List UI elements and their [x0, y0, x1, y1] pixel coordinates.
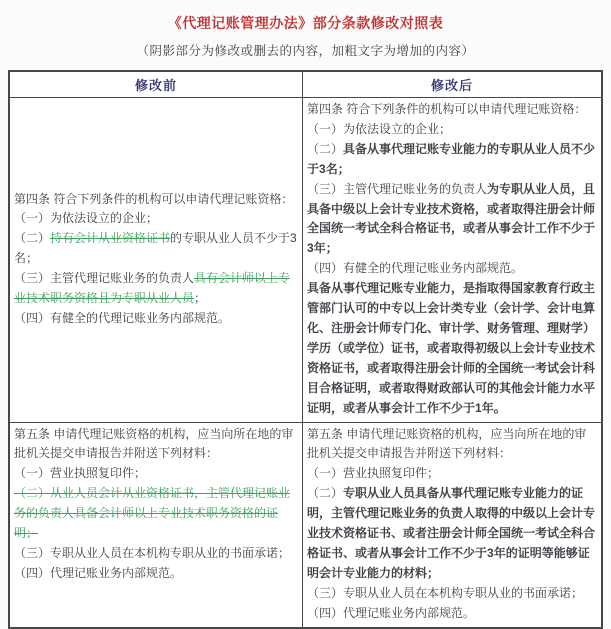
- text-segment: 的专职从业人员不少于3名；: [14, 231, 297, 266]
- text-segment: 第五条 申请代理记账资格的机构，应当向所在地的审批机关提交申请报告并附送下列材料：: [307, 426, 587, 461]
- paragraph: [307, 464, 598, 484]
- paragraph: [307, 425, 598, 465]
- paragraph: [307, 120, 598, 140]
- text-segment: （三）专职从业人员在本机构专职从业的书面承诺；: [307, 585, 584, 600]
- paragraph: [14, 564, 299, 584]
- paragraph: [14, 209, 299, 229]
- table-row-article-5: [9, 422, 602, 628]
- paragraph: [307, 100, 598, 120]
- paragraph: [307, 604, 598, 624]
- deleted-text: 具有会计师以上专业技术职务资格且为专职从业人员: [14, 271, 291, 306]
- text-segment: （一）营业执照复印件；: [307, 466, 440, 481]
- added-text: 具备从事代理记账专业能力的专职从业人员不少于3名；: [307, 141, 596, 176]
- text-segment: （四）有健全的代理记账业务内部规范。: [14, 311, 231, 326]
- paragraph: [14, 229, 299, 269]
- text-segment: 第四条 符合下列条件的机构可以申请代理记账资格：: [14, 191, 294, 206]
- paragraph: [14, 544, 299, 564]
- added-text: 具备从事代理记账专业能力，是指取得国家教育行政主管部门认可的中专以上会计类专业（会计学、会计电算化、注册会计师专门化、审计学、财务管理、理财学）学历（或学位）证书，或者取得初级以上会计专业技术资格证书，或者取得注册会计师的全国统一考试会计科目合格证明，或者取得财政部认可的其他会计能力水平证明，或者从事会计工作不少于1年。: [307, 281, 596, 415]
- paragraph: [14, 425, 299, 465]
- text-segment: （三）主管代理记账业务的负责人: [307, 181, 488, 196]
- deleted-text: （二）从业人员会计从业资格证书，主管代理记账业务的负责人具备会计师以上专业技术职务资格的证明；: [14, 486, 291, 541]
- added-text: 为专职从业人员，且具备中级以上会计专业技术资格，或者取得注册会计师全国统一考试全科合格证书，或者从事会计工作不少于3年；: [307, 181, 596, 256]
- text-segment: 第五条 申请代理记账资格的机构，应当向所在地的审批机关提交申请报告并附送下列材料：: [14, 426, 294, 461]
- column-header-after: 修改后: [303, 71, 602, 98]
- table-row-article-4: [9, 98, 602, 423]
- paragraph: [307, 279, 598, 418]
- text-segment: ；: [194, 291, 207, 306]
- paragraph: [307, 484, 598, 584]
- deleted-text: 持有会计从业资格证书: [50, 231, 171, 246]
- paragraph: [14, 190, 299, 210]
- page-title: 《代理记账管理办法》部分条款修改对照表: [167, 15, 444, 31]
- text-segment: 第四条 符合下列条件的机构可以申请代理记账资格：: [307, 102, 587, 116]
- text-segment: （四）代理记账业务内部规范。: [307, 605, 476, 620]
- text-segment: （一）为依法设立的企业；: [307, 121, 452, 136]
- paragraph: [14, 309, 299, 329]
- text-segment: （二）: [307, 141, 344, 156]
- paragraph: [14, 269, 299, 309]
- paragraph: [307, 180, 598, 260]
- paragraph: [307, 259, 598, 279]
- text-segment: （四）代理记账业务内部规范。: [14, 565, 183, 580]
- text-segment: （三）主管代理记账业务的负责人: [14, 271, 195, 286]
- paragraph: [307, 584, 598, 604]
- paragraph: [14, 464, 299, 484]
- added-text: 专职从业人员具备从事代理记账专业能力的证明，主管代理记账业务的负责人取得的中级以上会计专业技术资格证书、或者注册会计师全国统一考试全科合格证书、或者从事会计工作不少于3年的证明等能够证明会计专业能力的材料；: [307, 486, 596, 580]
- cell-article-5-after: [303, 422, 602, 628]
- text-segment: （二）: [307, 486, 344, 501]
- cell-article-4-after: [303, 98, 602, 423]
- column-header-before: 修改前: [9, 71, 303, 98]
- page-subtitle: （阴影部分为修改或删去的内容，加粗文字为增加的内容）: [136, 44, 475, 58]
- text-segment: （三）专职从业人员在本机构专职从业的书面承诺；: [14, 545, 291, 560]
- table-header-row: [9, 71, 602, 98]
- text-segment: （一）营业执照复印件；: [14, 466, 147, 481]
- comparison-table: [8, 70, 603, 629]
- cell-article-5-before: [9, 422, 303, 628]
- paragraph: [14, 484, 299, 544]
- text-segment: （二）: [14, 231, 51, 246]
- paragraph: [307, 140, 598, 180]
- text-segment: （四）有健全的代理记账业务内部规范。: [307, 261, 524, 276]
- cell-article-4-before: [9, 98, 303, 423]
- text-segment: （一）为依法设立的企业；: [14, 211, 159, 226]
